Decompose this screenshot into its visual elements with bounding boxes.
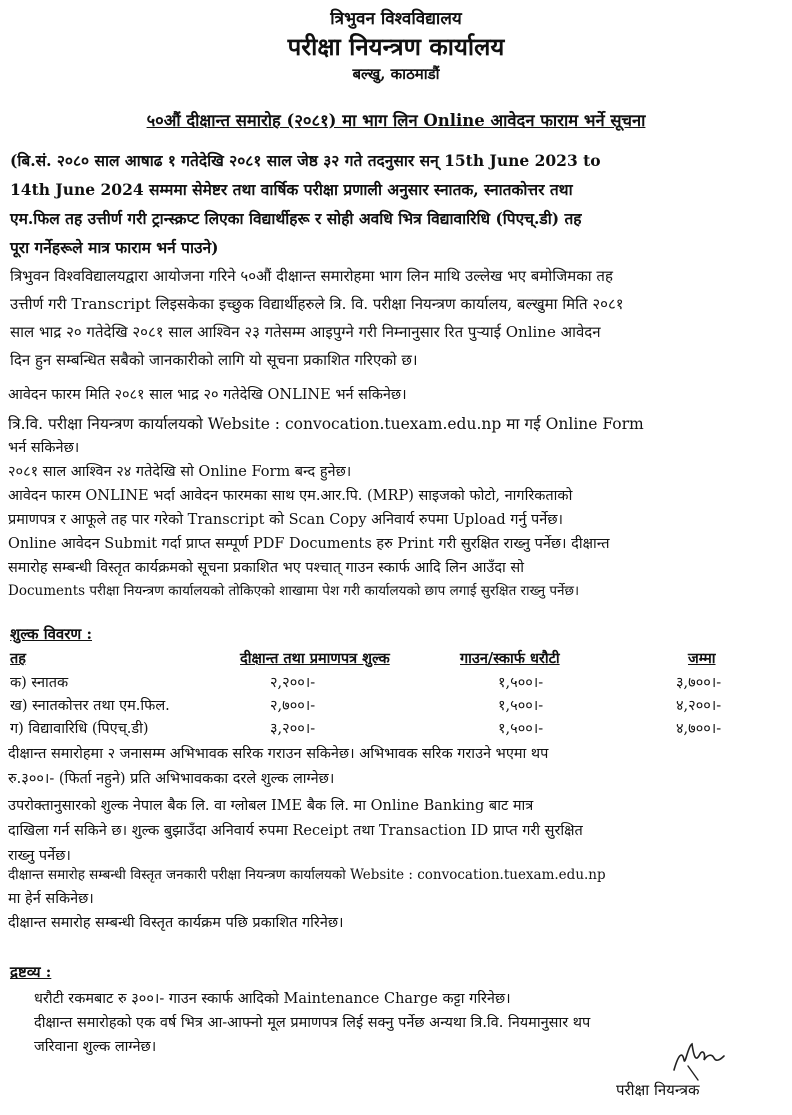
fee-note-line: दीक्षान्त समारोह सम्बन्धी विस्तृत जनकारी परीक्षा नियन्त्रण कार्यालयको Website : convocation.tuexam.edu.np [8, 867, 606, 883]
instruction-line: Documents परीक्षा नियन्त्रण कार्यालयको तोकिएको शाखामा पेश गरी कार्यालयको छाप लगाई सुरक्षित राख्नु पर्नेछ। [8, 583, 580, 599]
eligibility-line: (बि.सं. २०८० साल आषाढ १ गतेदेखि २०८१ साल जेष्ठ ३२ गते तदनुसार सन् 15th June 2023 to [10, 151, 601, 170]
fee-note-line: उपरोक्तानुसारको शुल्क नेपाल बैक लि. वा ग्लोबल IME बैक लि. मा Online Banking बाट मात्र [8, 798, 534, 814]
instruction-line: Online आवेदन Submit गर्दा प्राप्त सम्पूर्ण PDF Documents हरु Print गरी सुरक्षित राख्नु पर्नेछ। दीक्षान्त [8, 536, 610, 552]
fee-note-line: रु.३००।- (फिर्ता नहुने) प्रति अभिभावकका दरले शुल्क लाग्नेछ। [8, 771, 335, 787]
fee-cell: १,५००।- [498, 698, 544, 714]
fee-section-heading: शुल्क विवरण : [10, 625, 93, 643]
note-line: दीक्षान्त समारोहको एक वर्ष भित्र आ-आफ्नो मूल प्रमाणपत्र लिई सक्नु पर्नेछ अन्यथा त्रि.वि. नियमानुसार थप [34, 1015, 591, 1031]
note-heading: द्रष्टव्य : [10, 963, 52, 981]
intro-line: त्रिभुवन विश्वविद्यालयद्वारा आयोजना गरिने ५०औं दीक्षान्त समारोहमा भाग लिन माथि उल्लेख भए बमोजिमका तह [10, 267, 613, 285]
intro-line: दिन हुन सम्बन्धित सबैको जानकारीको लागि यो सूचना प्रकाशित गरिएको छ। [10, 351, 418, 369]
instruction-line: समारोह सम्बन्धी विस्तृत कार्यक्रमको सूचना प्रकाशित भए पश्चात् गाउन स्कार्फ आदि लिन आउँदा सो [8, 560, 524, 576]
intro-line: साल भाद्र २० गतेदेखि २०८१ साल आश्विन २३ गतेसम्म आइपुग्ने गरी निम्नानुसार रित पुऱ्याई Online आवेदन [10, 323, 601, 341]
fee-cell: १,५००।- [498, 675, 544, 691]
university-name: त्रिभुवन विश्वविद्यालय [330, 9, 462, 29]
fee-cell: ३,७००।- [676, 675, 722, 691]
fee-col-level: तह [10, 650, 26, 667]
fee-cell: ३,२००।- [270, 721, 316, 737]
office-address: बल्खु, काठमाडौं [352, 65, 440, 83]
fee-cell: १,५००।- [498, 721, 544, 737]
eligibility-line: एम.फिल तह उत्तीर्ण गरी ट्रान्स्क्रप्ट लिएका विद्यार्थीहरू र सोही अवधि भित्र विद्यावारिधि (पिएच्.डी) तह [10, 209, 582, 228]
fee-cell: २,७००।- [270, 698, 316, 714]
instruction-line: प्रमाणपत्र र आफूले तह पार गरेको Transcript को Scan Copy अनिवार्य रुपमा Upload गर्नु पर्नेछ। [8, 512, 564, 528]
fee-note-line: दाखिला गर्न सकिने छ। शुल्क बुझाउँदा अनिवार्य रुपमा Receipt तथा Transaction ID प्राप्त गरी सुरक्षित [8, 823, 583, 839]
fee-cell: ख) स्नातकोत्तर तथा एम.फिल. [10, 698, 170, 714]
instruction-line: २०८१ साल आश्विन २४ गतेदेखि सो Online Form बन्द हुनेछ। [8, 464, 352, 480]
fee-col-total: जम्मा [688, 650, 716, 667]
fee-col-certificate: दीक्षान्त तथा प्रमाणपत्र शुल्क [240, 650, 390, 667]
eligibility-line: 14th June 2024 सम्ममा सेमेष्टर तथा वार्षिक परीक्षा प्रणाली अनुसार स्नातक, स्नातकोत्तर तथा [10, 180, 573, 199]
intro-paragraph [10, 262, 782, 374]
eligibility-line: पूरा गर्नेहरूले मात्र फाराम भर्न पाउने) [10, 238, 219, 257]
signatory-title: परीक्षा नियन्त्रक [616, 1081, 700, 1099]
fee-note-line: दीक्षान्त समारोहमा २ जनासम्म अभिभावक सरिक गराउन सकिनेछ। अभिभावक सरिक गराउने भएमा थप [8, 746, 549, 762]
fee-cell: ४,२००।- [676, 698, 722, 714]
fee-cell: ४,७००।- [676, 721, 722, 737]
fee-note-line: मा हेर्न सकिनेछ। [8, 891, 94, 907]
note-line: धरौटी रकमबाट रु ३००।- गाउन स्कार्फ आदिको Maintenance Charge कट्टा गरिनेछ। [34, 991, 511, 1007]
intro-line: उत्तीर्ण गरी Transcript लिइसकेका इच्छुक विद्यार्थीहरुले त्रि. वि. परीक्षा नियन्त्रण कार्यालय, बल्खुमा मिति २०८१ [10, 295, 624, 313]
notice-title: ५०औं दीक्षान्त समारोह (२०८१) मा भाग लिन Online आवेदन फाराम भर्ने सूचना [146, 111, 646, 130]
fee-cell: क) स्नातक [10, 675, 69, 691]
instruction-line: भर्न सकिनेछ। [8, 440, 80, 456]
instruction-line: त्रि.वि. परीक्षा नियन्त्रण कार्यालयको Website : convocation.tuexam.edu.np मा गई Online Form [8, 415, 644, 433]
fee-note-line: दीक्षान्त समारोह सम्बन्धी विस्तृत कार्यक्रम पछि प्रकाशित गरिनेछ। [8, 915, 344, 931]
fee-cell: २,२००।- [270, 675, 316, 691]
eligibility-paragraph [10, 146, 782, 262]
fee-col-deposit: गाउन/स्कार्फ धरौटी [460, 650, 560, 667]
fee-cell: ग) विद्यावारिधि (पिएच्.डी) [10, 721, 149, 737]
note-line: जरिवाना शुल्क लाग्नेछ। [34, 1039, 157, 1055]
office-name: परीक्षा नियन्त्रण कार्यालय [287, 32, 505, 61]
signature-mark [668, 1036, 728, 1084]
fee-note-line: राख्नु पर्नेछ। [8, 848, 71, 864]
instruction-line: आवेदन फारम मिति २०८१ साल भाद्र २० गतेदेखि ONLINE भर्न सकिनेछ। [8, 387, 407, 403]
instruction-line: आवेदन फारम ONLINE भर्दा आवेदन फारमका साथ एम.आर.पि. (MRP) साइजको फोटो, नागरिकताको [8, 488, 573, 504]
